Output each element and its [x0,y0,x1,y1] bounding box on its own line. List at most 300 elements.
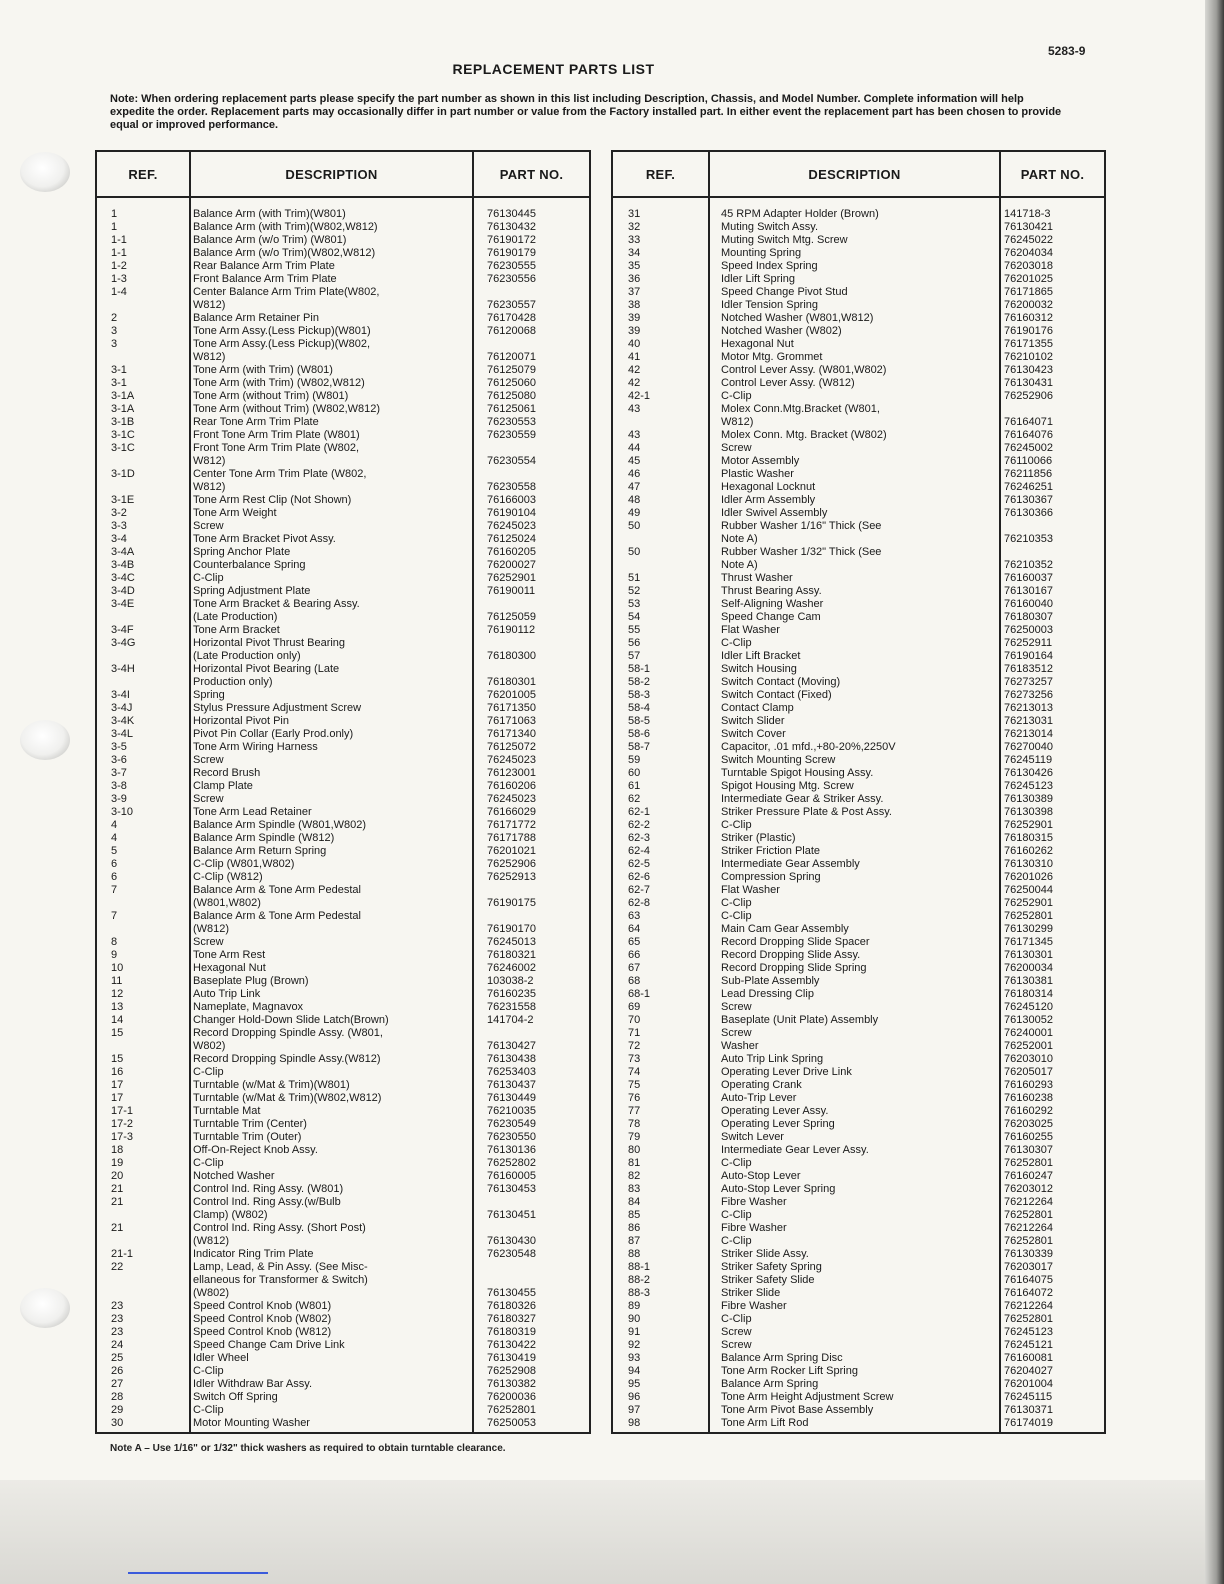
table-row [613,494,1104,507]
description-cell: Balance Arm Retainer Pin [193,312,319,324]
table-row [613,728,1104,741]
table-row [97,689,589,702]
part-number-cell: 141718-3 [1004,208,1051,220]
part-number-cell: 76245013 [487,936,536,948]
table-row [613,715,1104,728]
ref-cell: 97 [628,1404,641,1416]
description-cell: Operating Lever Drive Link [721,1066,852,1078]
ref-cell: 3-7 [111,767,127,779]
table-row [97,1404,589,1417]
table-row [97,923,589,936]
part-number-cell: 76245115 [1004,1391,1053,1403]
table-row [613,767,1104,780]
ref-cell: 3-4I [111,689,130,701]
description-cell: Clamp) (W802) [193,1209,268,1221]
part-number-cell: 76230556 [487,273,536,285]
table-row [97,910,589,923]
ref-cell: 1-2 [111,260,127,272]
ref-cell: 3-4K [111,715,135,727]
ref-cell: 3-4 [111,533,127,545]
description-cell: Auto-Stop Lever Spring [721,1183,836,1195]
part-number-cell: 76211856 [1004,468,1053,480]
ref-cell: 85 [628,1209,641,1221]
part-number-cell: 76171345 [1004,936,1053,948]
part-number-cell: 76125079 [487,364,536,376]
table-row [97,1261,589,1274]
description-cell: Balance Arm Spindle (W801,W802) [193,819,367,831]
part-number-cell: 76130310 [1004,858,1053,870]
part-number-cell: 76270040 [1004,741,1053,753]
part-number-cell: 76212264 [1004,1300,1053,1312]
description-cell: C-Clip [721,390,752,402]
part-number-cell: 76213014 [1004,728,1053,740]
description-cell: Muting Switch Assy. [721,221,818,233]
table-row [613,364,1104,377]
description-cell: Notched Washer [193,1170,275,1182]
part-number-cell: 76171340 [487,728,536,740]
ref-cell: 5 [111,845,118,857]
description-cell: (Late Production only) [193,650,301,662]
description-cell: Balance Arm Spring [721,1378,819,1390]
description-cell: Turntable Trim (Outer) [193,1131,302,1143]
part-number-cell: 76190164 [1004,650,1053,662]
part-number-cell: 76203010 [1004,1053,1053,1065]
description-cell: C-Clip [193,1404,224,1416]
table-row [97,1417,589,1430]
description-cell: Stylus Pressure Adjustment Screw [193,702,362,714]
description-cell: Turntable Trim (Center) [193,1118,307,1130]
description-cell: Baseplate (Unit Plate) Assembly [721,1014,879,1026]
description-cell: Note A) [721,533,758,545]
table-row [97,442,589,455]
table-row [97,1365,589,1378]
description-cell: Hexagonal Nut [721,338,794,350]
ref-cell: 75 [628,1079,641,1091]
table-row [613,468,1104,481]
ref-cell: 6 [111,871,118,883]
part-number-cell: 76250003 [1004,624,1053,636]
description-cell: Motor Mtg. Grommet [721,351,823,363]
ref-cell: 65 [628,936,641,948]
ref-cell: 3-4L [111,728,134,740]
ref-cell: 14 [111,1014,124,1026]
table-row [613,351,1104,364]
part-number-cell: 76160005 [487,1170,536,1182]
part-number-cell: 76203012 [1004,1183,1053,1195]
description-cell: Switch Housing [721,663,797,675]
ref-cell: 3 [111,338,118,350]
description-cell: Thrust Bearing Assy. [721,585,822,597]
table-row [613,962,1104,975]
table-row [613,234,1104,247]
part-number-cell: 76160081 [1004,1352,1053,1364]
table-row [613,507,1104,520]
part-number-cell: 76252801 [1004,1313,1053,1325]
part-number-cell: 76160292 [1004,1105,1053,1117]
ref-cell: 3-4B [111,559,135,571]
description-cell: Tone Arm (without Trim) (W802,W812) [193,403,381,415]
part-number-cell: 76252908 [487,1365,536,1377]
ref-cell: 44 [628,442,641,454]
page-edge [1205,0,1224,1584]
part-number-cell: 76160235 [487,988,536,1000]
ref-cell: 28 [111,1391,124,1403]
part-number-cell: 76245123 [1004,780,1053,792]
table-row [613,247,1104,260]
ref-cell: 53 [628,598,641,610]
ref-cell: 21 [111,1183,124,1195]
description-cell: Capacitor, .01 mfd.,+80-20%,2250V [721,741,896,753]
description-cell: Center Tone Arm Trim Plate (W802, [193,468,367,480]
part-number-cell: 141704-2 [487,1014,534,1026]
description-cell: Idler Arm Assembly [721,494,816,506]
table-row [613,975,1104,988]
description-cell: Striker Friction Plate [721,845,821,857]
description-cell: Idler Wheel [193,1352,249,1364]
table-row [97,221,589,234]
table-row [613,1105,1104,1118]
ref-cell: 3-1E [111,494,135,506]
part-number-cell: 76160037 [1004,572,1053,584]
description-cell: Screw [721,1001,752,1013]
part-number-cell: 76246251 [1004,481,1053,493]
description-cell: Balance Arm Spindle (W812) [193,832,335,844]
header-ref: REF. [645,166,676,182]
part-number-cell: 76190179 [487,247,536,259]
ref-cell: 58-6 [628,728,651,740]
table-row [97,364,589,377]
ref-cell: 3-10 [111,806,134,818]
table-row [613,988,1104,1001]
ref-cell: 62-2 [628,819,651,831]
part-number-cell: 76210352 [1004,559,1053,571]
part-number-cell: 76171772 [487,819,536,831]
ref-cell: 4 [111,832,118,844]
table-row [613,1053,1104,1066]
part-number-cell: 76174019 [1004,1417,1053,1429]
description-cell: Record Dropping Slide Spring [721,962,867,974]
description-cell: Muting Switch Mtg. Screw [721,234,848,246]
table-row [97,325,589,338]
description-cell: W802) [193,1040,226,1052]
table-row [97,1040,589,1053]
description-cell: (Late Production) [193,611,278,623]
part-number-cell: 76180300 [487,650,536,662]
ref-cell: 76 [628,1092,641,1104]
description-cell: Control Ind. Ring Assy. (Short Post) [193,1222,366,1234]
description-cell: Screw [721,1339,752,1351]
ref-cell: 41 [628,351,641,363]
table-row [97,1339,589,1352]
table-row [97,637,589,650]
table-row [613,546,1104,559]
ref-cell: 32 [628,221,641,233]
description-cell: Sub-Plate Assembly [721,975,820,987]
table-row [97,1352,589,1365]
part-number-cell: 76130389 [1004,793,1053,805]
table-row [613,897,1104,910]
part-number-cell: 76170428 [487,312,536,324]
ref-cell: 13 [111,1001,124,1013]
ref-cell: 27 [111,1378,124,1390]
description-cell: (W812) [193,1235,230,1247]
table-row [613,806,1104,819]
table-row [97,975,589,988]
part-number-cell: 76190172 [487,234,536,246]
description-cell: Record Dropping Slide Spacer [721,936,870,948]
table-row [97,260,589,273]
part-number-cell: 76130422 [487,1339,536,1351]
ref-cell: 70 [628,1014,641,1026]
part-number-cell: 76252801 [1004,910,1053,922]
table-row [97,728,589,741]
part-number-cell: 76250044 [1004,884,1053,896]
description-cell: Notched Washer (W802) [721,325,842,337]
table-row [613,338,1104,351]
part-number-cell: 76125060 [487,377,536,389]
ref-cell: 92 [628,1339,641,1351]
description-cell: Control Ind. Ring Assy. (W801) [193,1183,344,1195]
ref-cell: 9 [111,949,118,961]
description-cell: Front Tone Arm Trim Plate (W801) [193,429,360,441]
description-cell: Switch Lever [721,1131,784,1143]
part-number-cell: 76190112 [487,624,536,636]
table-row [97,780,589,793]
description-cell: Tone Arm Rest [193,949,266,961]
part-number-cell: 76130423 [1004,364,1053,376]
table-row [613,637,1104,650]
part-number-cell: 76231558 [487,1001,536,1013]
table-row [97,533,589,546]
table-row [613,1131,1104,1144]
part-number-cell: 76203025 [1004,1118,1053,1130]
table-row [613,312,1104,325]
description-cell: Note A) [721,559,758,571]
table-row [97,1092,589,1105]
ref-cell: 58-2 [628,676,651,688]
part-number-cell: 76180327 [487,1313,536,1325]
ref-cell: 1-4 [111,286,127,298]
ref-cell: 58-1 [628,663,651,675]
part-number-cell: 76130421 [1004,221,1053,233]
ref-cell: 3-1D [111,468,135,480]
description-cell: Auto Trip Link [193,988,261,1000]
part-number-cell: 76160238 [1004,1092,1053,1104]
ref-cell: 21 [111,1196,124,1208]
table-row [613,1092,1104,1105]
part-number-cell: 76245119 [1004,754,1053,766]
description-cell: Screw [193,793,224,805]
description-cell: Spring Adjustment Plate [193,585,311,597]
description-cell: Tone Arm Wiring Harness [193,741,318,753]
description-cell: Tone Arm Rocker Lift Spring [721,1365,858,1377]
part-number-cell: 76252906 [487,858,536,870]
ref-cell: 3-1C [111,429,135,441]
table-row [97,676,589,689]
table-row [613,1287,1104,1300]
part-number-cell: 76252801 [487,1404,536,1416]
description-cell: Balance Arm & Tone Arm Pedestal [193,884,361,896]
part-number-cell: 76246002 [487,962,536,974]
table-row [97,1209,589,1222]
ref-cell: 17-3 [111,1131,134,1143]
table-row [97,858,589,871]
table-row [97,884,589,897]
part-number-cell: 76230553 [487,416,536,428]
table-row [613,403,1104,416]
part-number-cell: 76252913 [487,871,536,883]
ref-cell: 51 [628,572,641,584]
ref-cell: 78 [628,1118,641,1130]
description-cell: Lamp, Lead, & Pin Assy. (See Misc- [193,1261,368,1273]
description-cell: C-Clip [721,910,752,922]
table-row [613,845,1104,858]
table-row [97,247,589,260]
part-number-cell: 76123001 [487,767,536,779]
part-number-cell: 76130455 [487,1287,536,1299]
part-number-cell: 76240001 [1004,1027,1053,1039]
table-row [97,1144,589,1157]
table-row [97,299,589,312]
table-row [97,468,589,481]
ref-cell: 80 [628,1144,641,1156]
ref-cell: 45 [628,455,641,467]
description-cell: Off-On-Reject Knob Assy. [193,1144,318,1156]
description-cell: Tone Arm Weight [193,507,277,519]
ref-cell: 3-1A [111,403,135,415]
ref-cell: 20 [111,1170,124,1182]
table-row [613,377,1104,390]
table-row [613,1417,1104,1430]
part-number-cell: 76160293 [1004,1079,1053,1091]
ref-cell: 24 [111,1339,124,1351]
table-row [613,1274,1104,1287]
description-cell: Intermediate Gear Lever Assy. [721,1144,869,1156]
part-number-cell: 76160206 [487,780,536,792]
table-row [97,585,589,598]
ref-cell: 23 [111,1300,124,1312]
table-row [613,1183,1104,1196]
ref-cell: 63 [628,910,641,922]
table-row [97,520,589,533]
description-cell: C-Clip [721,1209,752,1221]
part-number-cell: 76120068 [487,325,536,337]
description-cell: Turntable (w/Mat & Trim)(W801) [193,1079,350,1091]
description-cell: Spring [193,689,225,701]
description-cell: Rubber Washer 1/16" Thick (See [721,520,882,532]
description-cell: Screw [721,1027,752,1039]
part-number-cell: 76203017 [1004,1261,1053,1273]
part-number-cell: 76171788 [487,832,536,844]
description-cell: Tone Arm Bracket [193,624,280,636]
part-number-cell: 103038-2 [487,975,534,987]
part-number-cell: 76130451 [487,1209,536,1221]
part-number-cell: 76160262 [1004,845,1053,857]
table-row [97,351,589,364]
ref-cell: 3 [111,325,118,337]
ref-cell: 17-1 [111,1105,134,1117]
description-cell: (W801,W802) [193,897,261,909]
ref-cell: 7 [111,910,118,922]
description-cell: Speed Index Spring [721,260,818,272]
description-cell: Horizontal Pivot Thrust Bearing [193,637,346,649]
part-number-cell: 76212264 [1004,1196,1053,1208]
table-row [613,780,1104,793]
table-row [613,741,1104,754]
part-number-cell: 76130136 [487,1144,536,1156]
table-row [97,793,589,806]
part-number-cell: 76130445 [487,208,536,220]
table-row [613,702,1104,715]
ref-cell: 3-4E [111,598,135,610]
ref-cell: 58-3 [628,689,651,701]
part-number-cell: 76213031 [1004,715,1053,727]
part-number-cell: 76205017 [1004,1066,1053,1078]
table-row [97,1222,589,1235]
table-row [97,936,589,949]
part-number-cell: 76130167 [1004,585,1053,597]
part-number-cell: 76230550 [487,1131,536,1143]
table-row [613,1248,1104,1261]
ref-cell: 3-1B [111,416,135,428]
parts-table-right [611,150,1106,1434]
description-cell: Striker (Plastic) [721,832,796,844]
ref-cell: 71 [628,1027,641,1039]
ref-cell: 62-8 [628,897,651,909]
ref-cell: 21 [111,1222,124,1234]
description-cell: C-Clip [721,897,752,909]
part-number-cell: 76171355 [1004,338,1053,350]
description-cell: Production only) [193,676,273,688]
part-number-cell: 76245022 [1004,234,1053,246]
part-number-cell: 76253403 [487,1066,536,1078]
description-cell: Compression Spring [721,871,821,883]
ref-cell: 3-4H [111,663,135,675]
description-cell: Screw [193,936,224,948]
table-row [613,1326,1104,1339]
part-number-cell: 76160312 [1004,312,1053,324]
table-row [613,858,1104,871]
part-number-cell: 76252911 [1004,637,1053,649]
description-cell: Balance Arm Return Spring [193,845,327,857]
ref-cell: 82 [628,1170,641,1182]
part-number-cell: 76213013 [1004,702,1053,714]
part-number-cell: 76130371 [1004,1404,1053,1416]
ref-cell: 64 [628,923,641,935]
ref-cell: 77 [628,1105,641,1117]
table-row [613,1352,1104,1365]
table-row [613,1118,1104,1131]
ref-cell: 1-1 [111,247,127,259]
table-row [613,455,1104,468]
description-cell: Thrust Washer [721,572,793,584]
description-cell: C-Clip [721,1157,752,1169]
part-number-cell: 76201026 [1004,871,1053,883]
description-cell: C-Clip [721,1313,752,1325]
part-number-cell: 76230555 [487,260,536,272]
description-cell: Horizontal Pivot Bearing (Late [193,663,340,675]
description-cell: Striker Slide Assy. [721,1248,809,1260]
part-number-cell: 76130438 [487,1053,536,1065]
ref-cell: 50 [628,520,641,532]
part-number-cell: 76200036 [487,1391,536,1403]
ref-cell: 62-5 [628,858,651,870]
part-number-cell: 76130052 [1004,1014,1053,1026]
description-cell: Tone Arm (with Trim) (W802,W812) [193,377,365,389]
table-row [97,702,589,715]
description-cell: Tone Arm Lead Retainer [193,806,312,818]
ref-cell: 2 [111,312,118,324]
